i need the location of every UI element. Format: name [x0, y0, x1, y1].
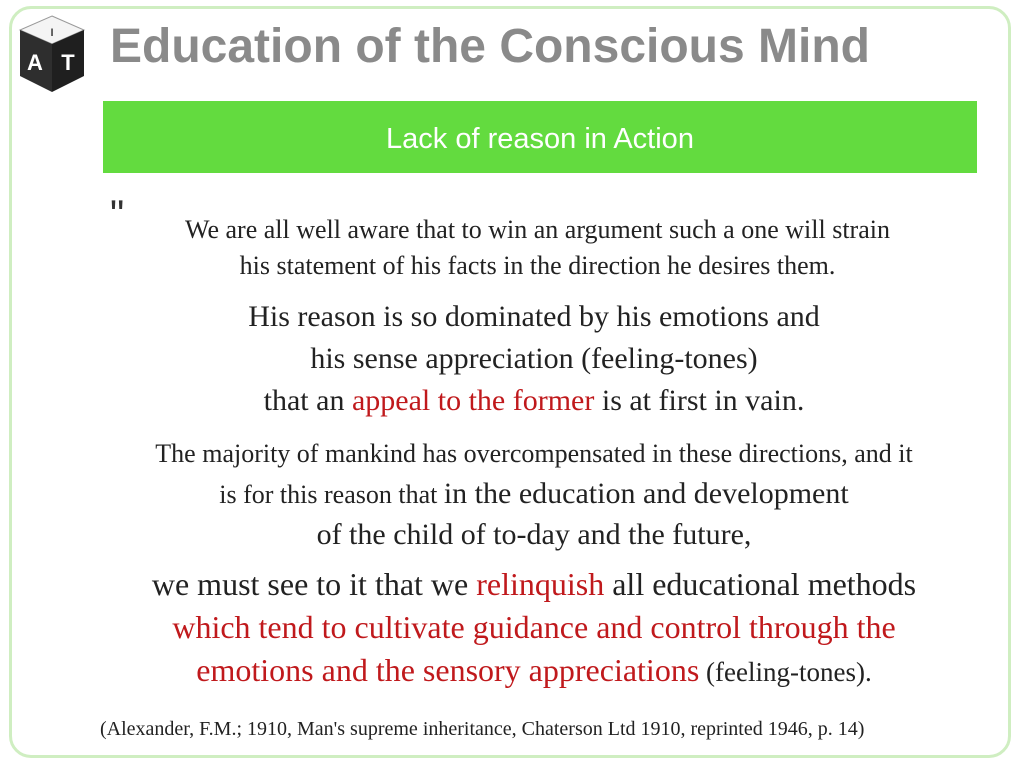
logo-letter-a: A: [27, 50, 43, 75]
quote-p3-line2-small: is for this reason that: [219, 480, 444, 509]
open-quote-mark: ": [110, 193, 125, 237]
quote-p2-line3: [100, 380, 968, 422]
quote-p4-line3-red: emotions and the sensory appreciations: [196, 652, 700, 688]
quote-paragraph-4: [100, 563, 968, 694]
logo-letter-i: I: [50, 27, 54, 39]
quote-p3-line2-big: in the education and development: [443, 477, 849, 510]
citation: (Alexander, F.M.; 1910, Man's supreme inheritance, Chaterson Ltd 1910, reprinted 1946, p. 14): [100, 718, 865, 740]
cube-logo-icon: [18, 14, 86, 94]
quote-p3-line2: [100, 474, 968, 515]
quote-paragraph-2: [100, 296, 968, 422]
quote-p3-line3: of the child of to-day and the future,: [316, 518, 752, 551]
banner-label: Lack of reason in Action: [386, 122, 694, 155]
quote-p4-emphasis-relinquish: relinquish: [476, 566, 605, 602]
quote-p4-line3: [100, 649, 968, 694]
quote-p2-line3-pre: that an: [263, 384, 352, 417]
quote-p2-line1: His reason is so dominated by his emotions and: [248, 300, 820, 333]
logo-letter-t: T: [61, 50, 75, 75]
quote-p4-line1: [100, 563, 968, 606]
section-banner: [103, 101, 977, 173]
quote-paragraph-1: [100, 212, 975, 284]
quote-p3-line1: The majority of mankind has overcompensated in these directions, and it: [155, 439, 913, 468]
quote-p4-line1-pre: we must see to it that we: [151, 566, 477, 602]
quote-p2-emphasis: appeal to the former: [351, 384, 595, 417]
quote-p4-line2: which tend to cultivate guidance and control through the: [172, 609, 896, 645]
quote-p4-line3-post: (feeling-tones).: [699, 657, 872, 687]
quote-p1-line2: his statement of his facts in the direction he desires them.: [239, 251, 836, 280]
quote-p2-line2: his sense appreciation (feeling-tones): [310, 342, 758, 375]
page-title: Education of the Conscious Mind: [110, 20, 870, 73]
quote-p2-line3-post: is at first in vain.: [594, 384, 805, 417]
quote-p4-line1-post: all educational methods: [604, 566, 917, 602]
quote-p1-line1: We are all well aware that to win an argument such a one will strain: [185, 215, 890, 244]
quote-paragraph-3: [100, 434, 968, 555]
